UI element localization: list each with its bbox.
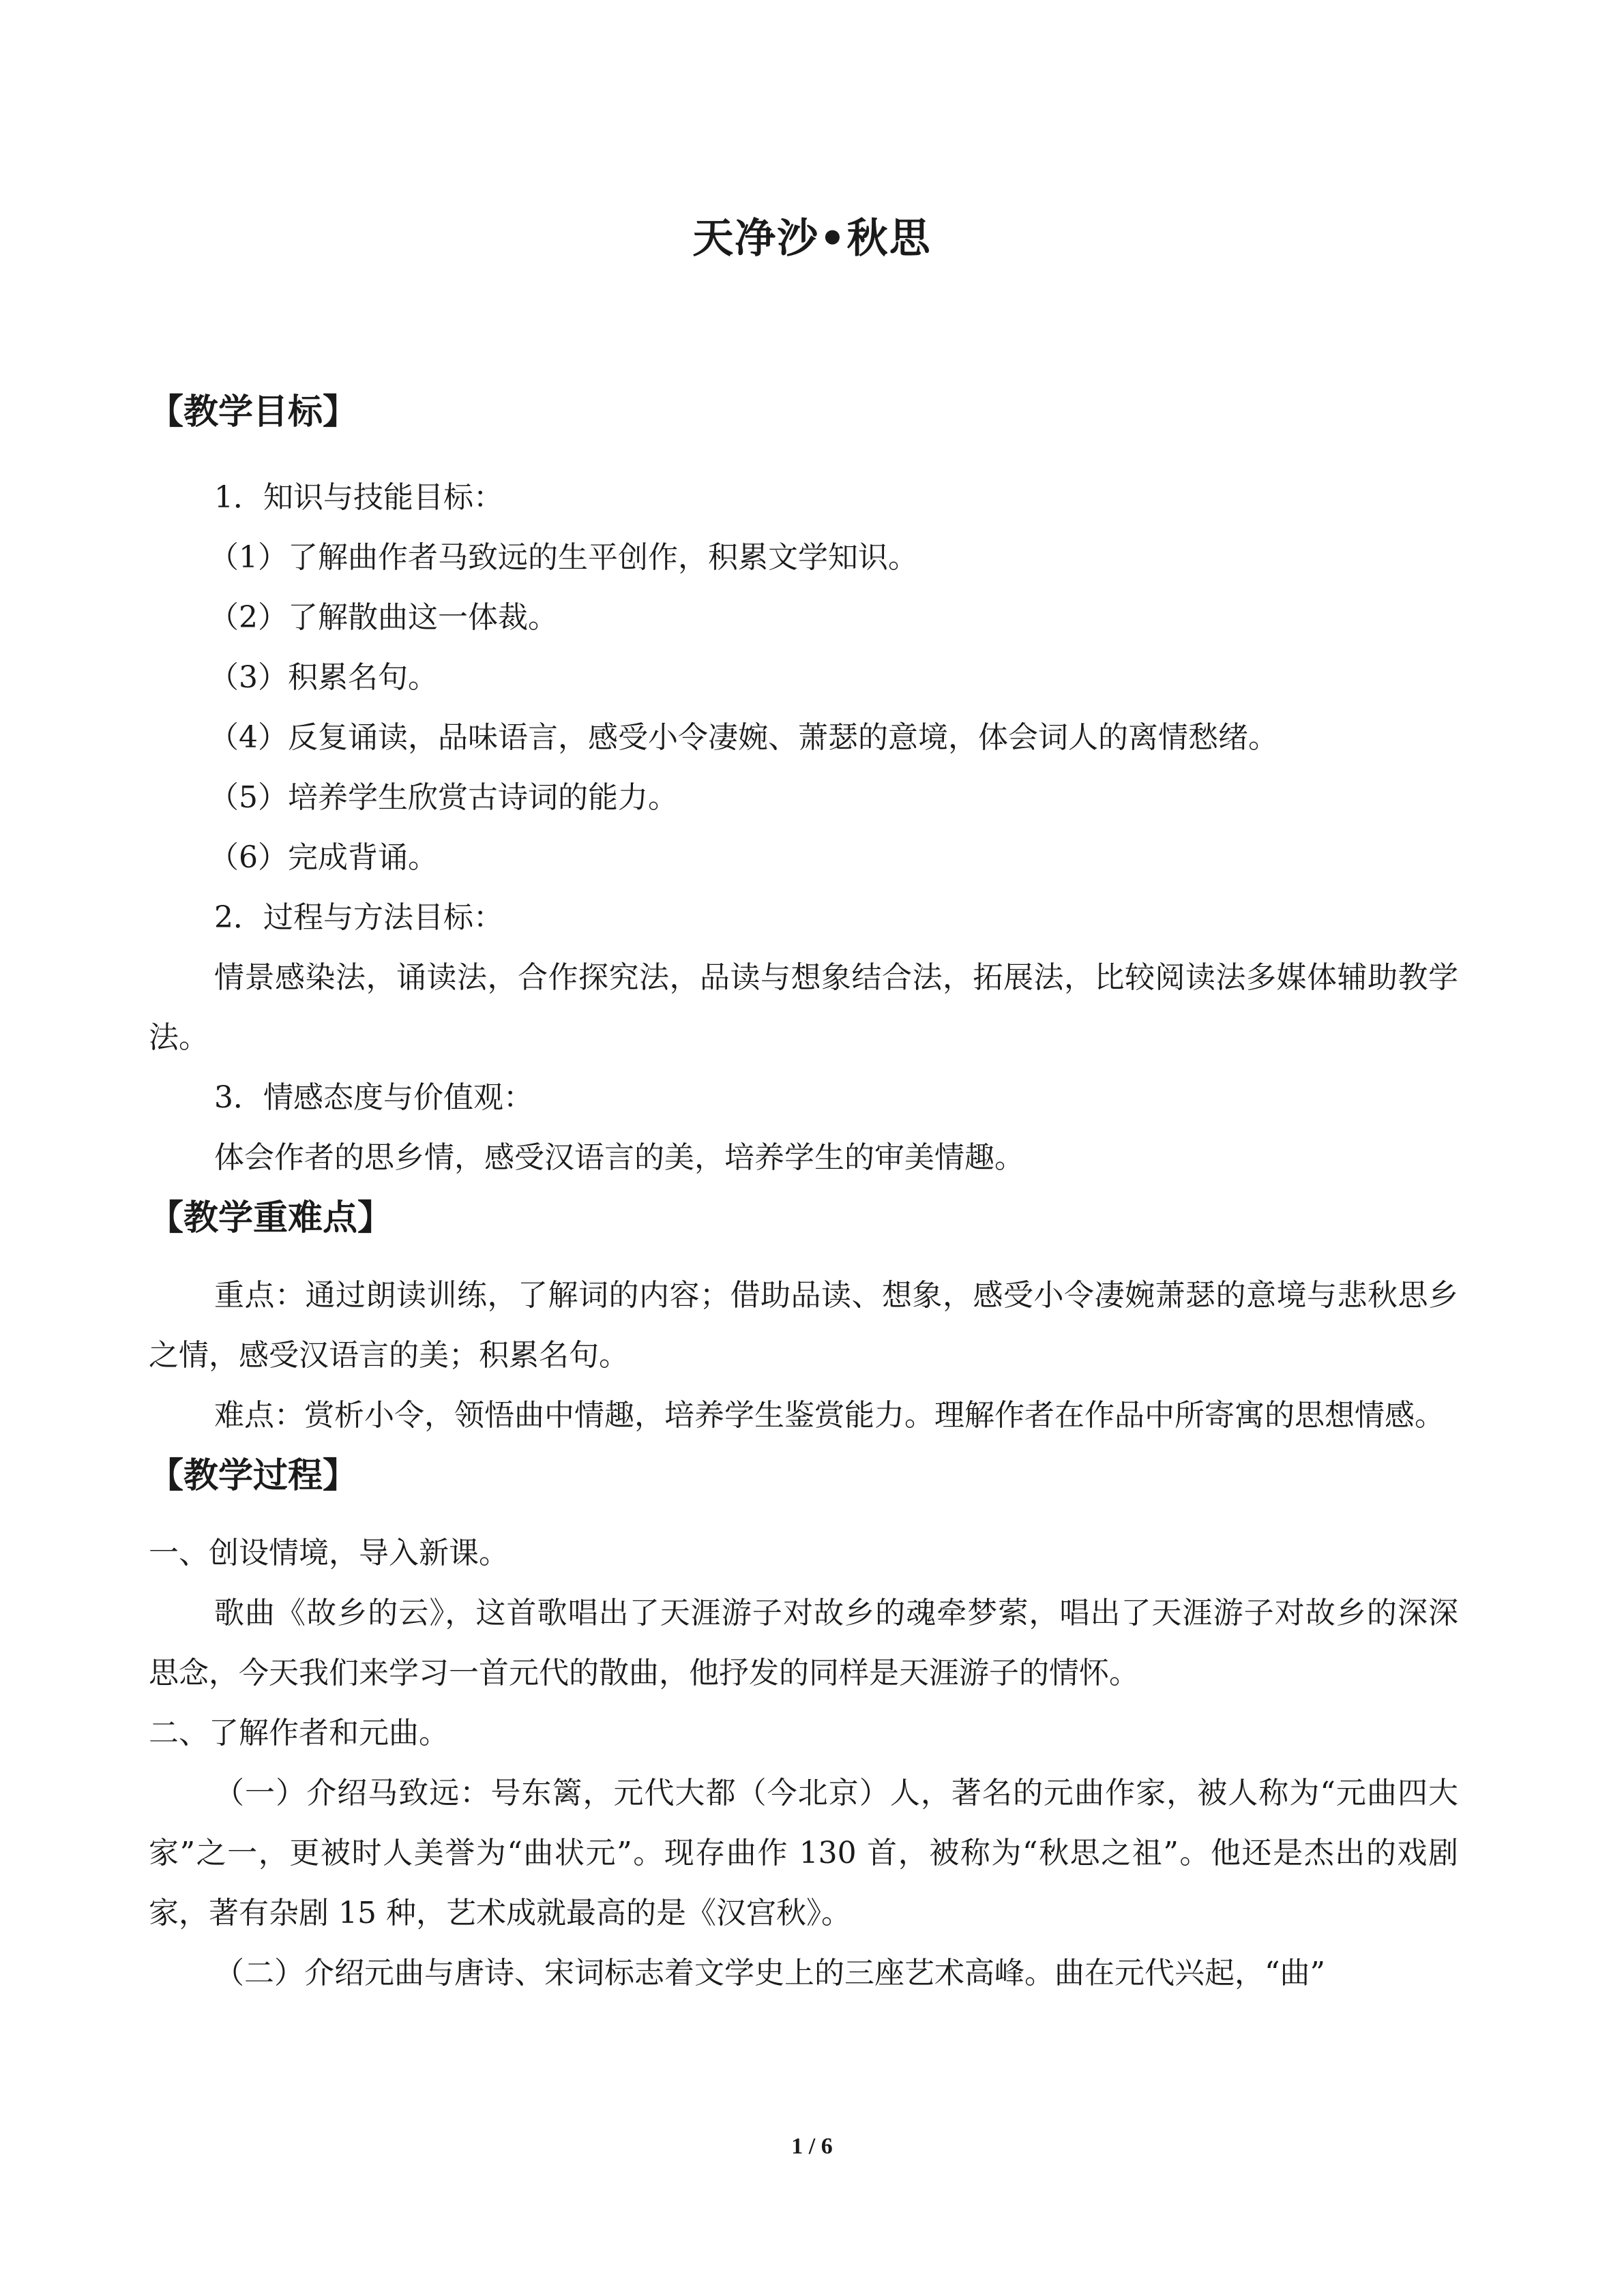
process-paragraph: 歌曲《故乡的云》，这首歌唱出了天涯游子对故乡的魂牵梦萦，唱出了天涯游子对故乡的深深思念，今天我们来学习一首元代的散曲，他抒发的同样是天涯游子的情怀。: [149, 1596, 1458, 1690]
spacer: [149, 443, 1458, 468]
objective-line: 2．过程与方法目标：: [214, 900, 503, 935]
document-title: 天净沙•秋思: [692, 215, 932, 263]
objective-paragraph: 情景感染法，诵读法，合作探究法，品读与想象结合法，拓展法，比较阅读法多媒体辅助教学法。: [149, 960, 1458, 1055]
section-heading-objectives: 【教学目标】: [149, 392, 358, 432]
page-number: 1 / 6: [791, 2134, 833, 2159]
process-step-heading: 一、创设情境，导入新课。: [149, 1536, 509, 1570]
section-heading-key-points: 【教学重难点】: [149, 1198, 393, 1238]
spacer: [149, 1507, 1458, 1523]
objective-line: （2）了解散曲这一体裁。: [209, 600, 558, 635]
objective-line: （1）了解曲作者马致远的生平创作，积累文学知识。: [209, 540, 918, 575]
objective-line: （3）积累名句。: [209, 660, 438, 695]
key-point-paragraph: 难点：赏析小令，领悟曲中情趣，培养学生鉴赏能力。理解作者在作品中所寄寓的思想情感。: [214, 1398, 1445, 1433]
objective-line: 3．情感态度与价值观：: [214, 1080, 533, 1115]
document-body: [149, 382, 1458, 2003]
spacer: [149, 1249, 1458, 1266]
objective-line: （4）反复诵读，品味语言，感受小令凄婉、萧瑟的意境，体会词人的离情愁绪。: [209, 720, 1278, 755]
key-point-paragraph: 重点：通过朗读训练，了解词的内容；借助品读、想象，感受小令凄婉萧瑟的意境与悲秋思乡之情，感受汉语言的美；积累名句。: [149, 1278, 1458, 1373]
objective-line: （6）完成背诵。: [209, 840, 438, 875]
objective-line: 1．知识与技能目标：: [214, 480, 503, 515]
process-paragraph: （二）介绍元曲与唐诗、宋词标志着文学史上的三座艺术高峰。曲在元代兴起，“曲”: [214, 1956, 1325, 1991]
objective-line: （5）培养学生欣赏古诗词的能力。: [209, 780, 678, 815]
process-step-heading: 二、了解作者和元曲。: [149, 1716, 449, 1750]
section-heading-process: 【教学过程】: [149, 1456, 358, 1496]
objective-paragraph: 体会作者的思乡情，感受汉语言的美，培养学生的审美情趣。: [214, 1140, 1024, 1175]
process-paragraph: （一）介绍马致远：号东篱，元代大都（今北京）人，著名的元曲作家，被人称为“元曲四大家”之一，更被时人美誉为“曲状元”。现存曲作 130 首，被称为“秋思之祖”。他还是杰出的戏剧家，著有杂剧 15 种，艺术成就最高的是《汉宫秋》。: [149, 1776, 1458, 1930]
